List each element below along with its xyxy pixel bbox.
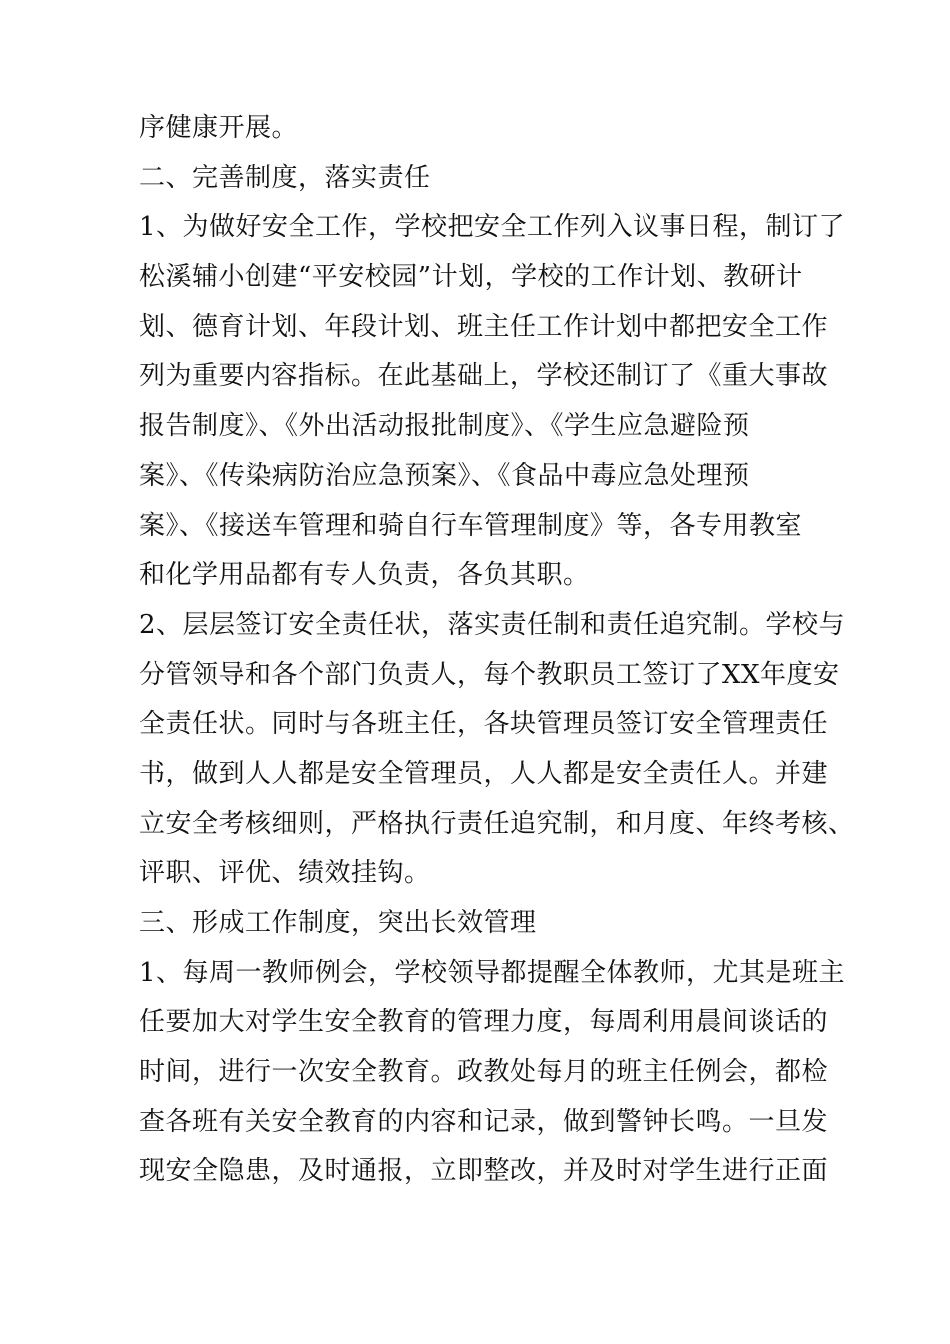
text-line: 列为重要内容指标。在此基础上，学校还制订了《重大事故 [139,361,829,392]
text-line: 立安全考核细则，严格执行责任追究制，和月度、年终考核、 [139,808,855,839]
text-line: 书，做到人人都是安全管理员，人人都是安全责任人。并建 [139,758,829,789]
text-line: 分管领导和各个部门负责人，每个教职员工签订了XX年度安 [139,659,840,690]
section-heading: 二、完善制度，落实责任 [139,162,431,193]
text-line: 查各班有关安全教育的内容和记录，做到警钟长鸣。一旦发 [139,1106,829,1137]
text-line: 划、德育计划、年段计划、班主任工作计划中都把安全工作 [139,311,829,342]
document-body [139,104,855,1197]
text-line: 和化学用品都有专人负责，各负其职。 [139,560,590,591]
text-line: 评职、评优、绩效挂钩。 [139,858,431,889]
text-line: 任要加大对学生安全教育的管理力度，每周利用晨间谈话的 [139,1007,829,1038]
text-line: 报告制度》、《外出活动报批制度》、《学生应急避险预 [139,411,750,442]
text-line: 现安全隐患，及时通报，立即整改，并及时对学生进行正面 [139,1156,829,1187]
text-line: 序健康开展。 [139,113,299,143]
text-line: 2、层层签订安全责任状，落实责任制和责任追究制。学校与 [139,609,846,640]
text-line: 1、每周一教师例会，学校领导都提醒全体教师，尤其是班主 [139,957,846,988]
text-line: 1、为做好安全工作，学校把安全工作列入议事日程，制订了 [139,212,846,243]
text-line: 松溪辅小创建“平安校园”计划，学校的工作计划、教研计 [139,262,803,293]
text-line: 全责任状。同时与各班主任，各块管理员签订安全管理责任 [139,709,829,740]
text-line: 案》、《接送车管理和骑自行车管理制度》等，各专用教室 [139,510,803,541]
section-heading: 三、形成工作制度，突出长效管理 [139,908,537,938]
text-line: 时间，进行一次安全教育。政教处每月的班主任例会，都检 [139,1057,829,1088]
text-line: 案》、《传染病防治应急预案》、《食品中毒应急处理预 [139,460,750,491]
